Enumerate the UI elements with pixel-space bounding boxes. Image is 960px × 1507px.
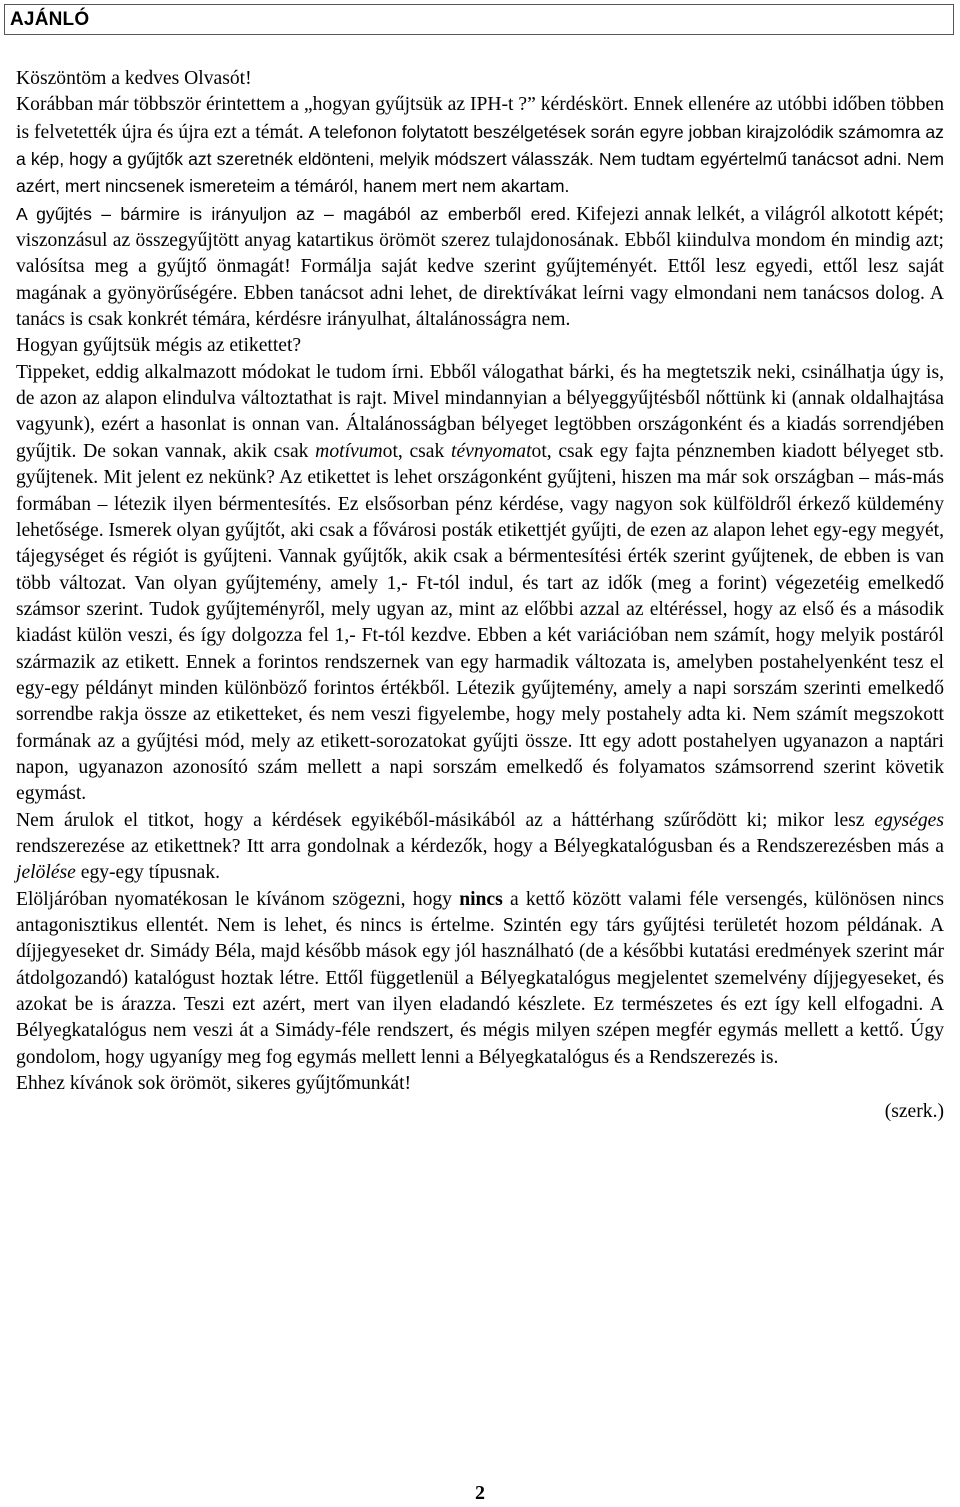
paragraph-methods-part-b: ot, csak [382, 440, 451, 462]
paragraph-intro-sans: A telefonon folytatott beszélgetések során egyre jobban kirajzolódik számomra az a kép, hogy a gyűjtők azt szeretnék eldönteni, melyik módszert válasszák. Nem tudtam egyértelmű tanácsot adni. Nem azért, mert nincsenek ismereteim a témáról, hanem mert nem akartam. [16, 121, 944, 197]
emphasis-nincs: nincs [459, 888, 503, 910]
paragraph-collecting-serif: Kifejezi annak lelkét, a világról alkotott képét; viszonzásul az összegyűjtött anyag katartikus örömöt szerez tulajdonosának. Ebből kiindulva mondom én mindig azt; valósítsa meg a gyűjtő önmagát! Formálja saját kedve szerint gyűjteményét. Ettől lesz egyedi, ettől lesz saját magának a gyönyörűségére. Ebben tanácsot adni lehet, de direktívákat leírni vagy elmondani nem tanácsos dolog. A tanács is csak konkrét témára, kérdésre irányulhat, általánosságra nem. [16, 203, 944, 331]
paragraph-catalogue-part-a: Elöljáróban nyomatékosan le kívánom szögezni, hogy [16, 888, 460, 910]
paragraph-collecting-sans: A gyűjtés – bármire is irányuljon az – magából az emberből ered. [16, 203, 571, 224]
page-number: 2 [475, 1482, 485, 1504]
paragraph-methods [16, 360, 944, 808]
paragraph-collecting [16, 201, 944, 334]
title-box [4, 4, 954, 35]
emphasis-jelolese: jelölése [16, 862, 76, 884]
emphasis-motivum: motívum [315, 440, 383, 462]
paragraph-system [16, 808, 944, 887]
closing-line: Ehhez kívánok sok örömöt, sikeres gyűjtőmunkát! [16, 1073, 412, 1095]
paragraph-methods-part-c: ot, csak egy fajta pénznemben kiadott bélyeget stb. gyűjtenek. Mit jelent ez nekünk? Az etikettet is lehet országonként gyűjteni, hiszen ma már sok országban – más-más formában – létezik ilyen bérmentesítés. Ez elsősorban pénz kérdése, vagy nagyon sok külföldről érkező küldemény lehetősége. Ismerek olyan gyűjtőt, aki csak a fővárosi posták etikettjét gyűjti, de ezen az alapon lehet egy-egy megyét, tájegységet és régiót is gyűjteni. Vannak gyűjtők, akik csak a bérmentesítési érték szerint gyűjtenek, de ebben is van több változat. Van olyan gyűjtemény, amely 1,- Ft-tól indul, és tart az idők (meg a forint) végezetéig emelkedő számsor szerint. Tudok gyűjteményről, mely ugyan az, mint az előbbi azzal az eltéréssel, hogy az első és a második kiadást külön veszi, és így dolgozza fel 1,- Ft-tól kezdve. Ebben a két variációban nem számít, hogy melyik postáról származik az etikett. Ennek a forintos rendszernek van egy harmadik változata is, amelyben postahelyenként tesz el egy-egy példányt minden különböző forintos értékből. Létezik gyűjtemény, amely a napi sorszám szerinti emelkedő sorrendbe rakja össze az etiketteket, és nem veszi figyelembe, hogy mely postahely adta ki. Nem számít megszokott formának az a gyűjtési mód, mely az etikett-sorozatokat gyűjti össze. Itt egy adott postahelyen ugyanazon a naptári napon, ugyanazon azonosító szám mellett a napi sorszám emelkedő és folyamatos számsorrend szerint követik egymást. [16, 440, 944, 805]
paragraph-catalogue [16, 887, 944, 1071]
emphasis-tevnyomat: tévnyomat [451, 440, 532, 462]
page-title: AJÁNLÓ [10, 9, 90, 30]
paragraph-system-part-b: rendszerezése az etikettnek? Itt arra gondolnak a kérdezők, hogy a Bélyegkatalógusban és a Rendszerezésben más a [16, 835, 944, 857]
emphasis-egyseges: egységes [874, 809, 944, 831]
question-heading: Hogyan gyűjtsük mégis az etikettet? [16, 335, 302, 357]
paragraph-catalogue-part-b: a kettő között valami féle versengés, különösen nincs antagonisztikus ellentét. Nem is lehet, és nincs is értelme. Szintén egy társ gyűjtési területét hozom példának. A díjjegyeseket dr. Simády Béla, majd később mások egy jól használható (de a későbbi kutatási eredmények szerint már átdolgozandó) katalógust hoztak létre. Ettől függetlenül a Bélyegkatalógus megjelentet szemelvény díjjegyeseket, és azokat be is árazza. Teszi ezt azért, mert van ilyen eladandó készlete. Ez természetes és ezt így kell elfogadni. A Bélyegkatalógus nem veszi át a Simády-féle rendszert, és mégis milyen szépen megfér egymás mellett a kettő. Úgy gondolom, hogy ugyanígy meg fog egymás mellett lenni a Bélyegkatalógus és a Rendszerezés is. [16, 888, 945, 1068]
paragraph-intro-serif: Korábban már többször érintettem a „hogyan gyűjtsük az IPH-t ?” kérdéskört. Ennek ellenére az utóbbi időben többen is felvetették újra és újra ezt a témát. [16, 94, 944, 143]
paragraph-system-part-a: Nem árulok el titkot, hogy a kérdések egyikéből-másikából az a háttérhang szűrődött ki; mikor lesz [16, 809, 875, 831]
article-body [16, 66, 944, 1127]
editor-signature: (szerk.) [884, 1101, 944, 1123]
paragraph-intro [16, 92, 944, 200]
paragraph-system-part-c: egy-egy típusnak. [75, 862, 221, 884]
greeting: Köszöntöm a kedves Olvasót! [16, 68, 252, 89]
paragraph-methods-part-a: Tippeket, eddig alkalmazott módokat le tudom írni. Ebből válogathat bárki, és ha megtetszik neki, csinálhatja úgy is, de azon az alapon elindulva változtathat is rajt. Mivel mindannyian a bélyeggyűjtésből nőttünk ki (annak oldalhajtása vagyunk), ezért a hasonlat is onnan van. Általánosságban bélyeget legtöbben országonként és a kiadás sorrendjében gyűjtik. De sokan vannak, akik csak [16, 361, 944, 462]
